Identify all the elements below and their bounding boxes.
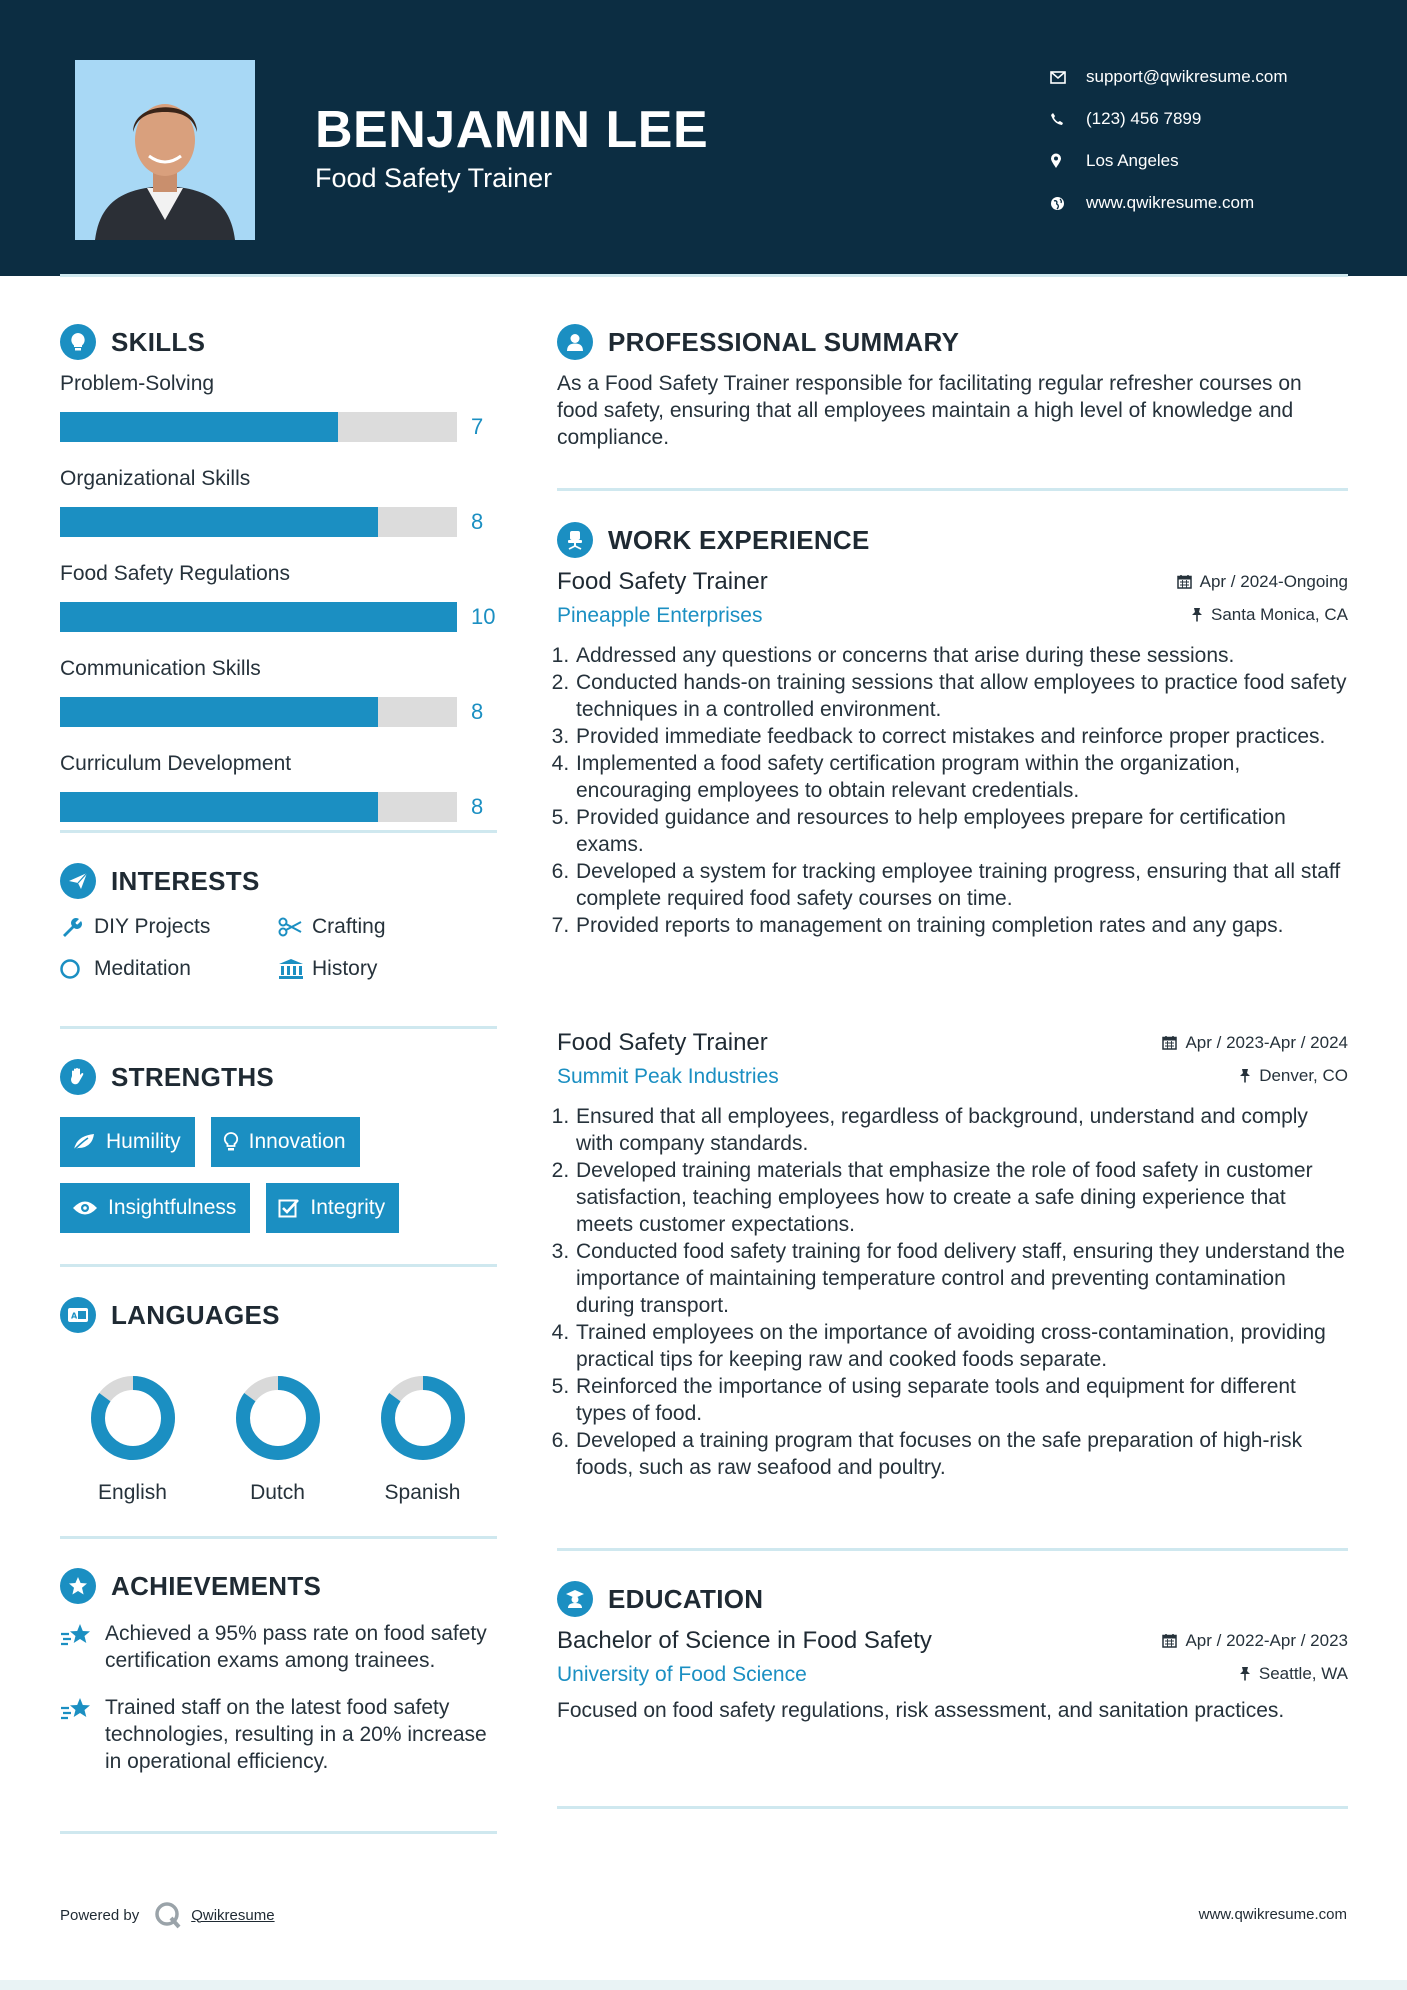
skill-bar [60,792,457,822]
job-dates [1162,1033,1348,1053]
duty-item: 6. Developed a system for tracking employee training progress, ensuring that all staff complete required food safety courses on time. [575,858,1348,912]
skill-item [60,657,497,742]
strength-chip [211,1117,360,1167]
contact-website[interactable] [1050,182,1288,224]
resume-header [0,0,1407,276]
calendar-icon [1162,1035,1177,1050]
skill-bar [60,412,457,442]
job-location-text: Denver, CO [1259,1065,1348,1085]
contact-list [1050,56,1288,224]
skill-bar-fill [60,697,378,727]
education-header [557,1579,1348,1619]
office-chair-icon [557,522,593,558]
language-name: Spanish [384,1481,461,1504]
strengths-title: STRENGTHS [111,1061,275,1092]
duty-item: 4. Implemented a food safety certification program within the organization, encouraging employees to obtain relevant credentials. [575,750,1348,804]
raised-hand-icon [60,1059,96,1095]
skill-bar-fill [60,507,378,537]
qwikresume-link[interactable]: Qwikresume [191,1906,275,1924]
strengths-divider [60,1264,497,1267]
achievements-section [60,1566,497,1775]
interest-item [60,957,278,981]
skills-divider [60,830,497,833]
job-dates-text: Apr / 2023-Apr / 2024 [1185,1032,1348,1052]
duty-item: 2. Developed training materials that emphasize the role of food safety in customer satisfaction, teaching employees how to create a safe dining experience that meets customer expectations. [575,1157,1348,1238]
calendar-icon [1162,1633,1177,1648]
job-title: Food Safety Trainer [557,568,768,595]
job-dates-text: Apr / 2024-Ongoing [1199,571,1348,591]
interest-item [60,915,278,939]
skill-value: 7 [471,414,484,439]
skill-item [60,467,497,552]
education-section [557,1579,1348,1724]
globe-icon [1050,196,1086,211]
svg-text:A: A [71,1311,78,1321]
qwikresume-logo-icon [153,1900,183,1930]
skills-header [60,322,497,362]
shooting-star-icon [60,1620,105,1674]
circle-icon [60,958,94,980]
candidate-name: BENJAMIN LEE [315,101,709,159]
company-name: Pineapple Enterprises [557,604,763,627]
skill-bar [60,602,457,632]
summary-title: PROFESSIONAL SUMMARY [608,326,960,357]
language-item [60,1373,205,1505]
skill-item [60,372,497,457]
skill-bar-fill [60,792,378,822]
interest-label: Meditation [94,957,191,980]
duty-item: 4. Trained employees on the importance of avoiding cross-contamination, providing practical tips for keeping raw and cooked foods separate. [575,1319,1348,1373]
duty-item: 2. Conducted hands-on training sessions that allow employees to practice food safety techniques in a controlled environment. [575,669,1348,723]
interest-label: Crafting [312,915,386,938]
contact-location [1050,140,1288,182]
graduate-icon [557,1581,593,1617]
degree-name: Bachelor of Science in Food Safety [557,1627,932,1654]
skill-bar [60,507,457,537]
phone-icon [1050,112,1086,126]
summary-header [557,322,1348,362]
lightbulb-icon [60,324,96,360]
contact-location-text: Los Angeles [1086,151,1179,170]
achievement-text: Trained staff on the latest food safety technologies, resulting in a 20% increase in operational efficiency. [105,1696,487,1773]
duty-item: 3. Conducted food safety training for food delivery staff, ensuring they understand the importance of maintaining temperature control and preventing contamination during transport. [575,1238,1348,1319]
language-name: Dutch [250,1481,305,1504]
achievements-header [60,1566,497,1606]
interests-header [60,861,497,901]
pushpin-icon [1239,1068,1251,1083]
leaf-icon [72,1132,96,1152]
calendar-icon [1177,574,1192,589]
strength-chip [60,1117,195,1167]
skills-list [60,372,497,837]
experience-divider [557,1548,1348,1551]
envelope-icon [1050,71,1086,84]
languages-list [60,1373,497,1505]
strengths-section [60,1057,497,1233]
education-title: EDUCATION [608,1583,764,1614]
company-name: Summit Peak Industries [557,1065,779,1088]
skill-value: 8 [471,699,484,724]
checkbox-icon [278,1197,300,1219]
wrench-icon [60,916,94,938]
job-dates [1177,572,1348,592]
job-location [1239,1066,1348,1086]
duty-item: 6. Developed a training program that focuses on the safe preparation of high-risk foods, such as raw seafood and poultry. [575,1427,1348,1481]
pushpin-icon [1239,1666,1251,1681]
summary-text: As a Food Safety Trainer responsible for facilitating regular refresher courses on food safety, ensuring that all employees maintain a high level of knowledge and compliance. [557,372,1302,449]
footer-website[interactable]: www.qwikresume.com [1198,1906,1347,1923]
scissors-icon [278,917,312,937]
skill-bar [60,697,457,727]
achievements-title: ACHIEVEMENTS [111,1570,322,1601]
duty-item: 1. Ensured that all employees, regardless of background, understand and comply with company standards. [575,1103,1348,1157]
lightbulb-outline-icon [223,1131,239,1153]
duty-item: 5. Reinforced the importance of using separate tools and equipment for different types of food. [575,1373,1348,1427]
skills-title: SKILLS [111,326,206,357]
skill-value: 10 [471,604,496,629]
strength-label: Humility [106,1130,181,1153]
paper-plane-icon [60,863,96,899]
language-item [350,1373,495,1505]
summary-section [557,322,1348,451]
experience-section [557,520,1348,939]
skills-section [60,322,497,837]
job-title: Food Safety Trainer [557,1029,768,1056]
job-location [1191,605,1348,625]
interest-item [278,957,496,981]
duty-item: 3. Provided immediate feedback to correct mistakes and reinforce proper practices. [575,723,1348,750]
experience-title: WORK EXPERIENCE [608,524,870,555]
strengths-header [60,1057,497,1097]
interest-item [278,915,496,939]
summary-divider [557,488,1348,491]
job-entry [557,1029,1348,1481]
candidate-title: Food Safety Trainer [315,163,553,193]
powered-by-label: Powered by [60,1906,140,1924]
education-description: Focused on food safety regulations, risk assessment, and sanitation practices. [557,1699,1285,1722]
achievement-item [60,1620,497,1674]
skill-name: Organizational Skills [60,467,251,490]
language-item [205,1373,350,1505]
education-location-text: Seattle, WA [1258,1663,1348,1683]
eye-icon [72,1199,98,1217]
language-card-icon [60,1297,96,1333]
strength-chip [266,1183,399,1233]
languages-divider [60,1536,497,1539]
interest-label: DIY Projects [94,915,211,938]
education-dates [1162,1631,1348,1651]
school-name: University of Food Science [557,1663,807,1686]
interests-list [60,915,497,981]
skill-bar-fill [60,602,457,632]
job-entry [557,568,1348,939]
profile-photo-illustration [75,60,255,240]
contact-website-text: www.qwikresume.com [1086,193,1255,212]
job-location-text: Santa Monica, CA [1210,604,1348,624]
language-donut [378,1373,468,1463]
bottom-bar [0,1980,1407,1990]
education-location [1239,1664,1348,1684]
skill-name: Communication Skills [60,657,261,680]
powered-by [60,1900,275,1930]
education-divider [557,1806,1348,1809]
pushpin-icon [1191,607,1203,622]
star-badge-icon [60,1568,96,1604]
skill-name: Food Safety Regulations [60,562,290,585]
strengths-list [60,1117,480,1233]
achievement-item [60,1694,497,1775]
map-pin-icon [1050,153,1086,169]
skill-bar-fill [60,412,338,442]
languages-title: LANGUAGES [111,1299,280,1330]
interests-section [60,861,497,981]
museum-icon [278,958,312,980]
languages-section [60,1295,497,1505]
job-duties [557,1103,1348,1481]
duty-item: 1. Addressed any questions or concerns that arise during these sessions. [575,642,1348,669]
contact-phone-text: (123) 456 7899 [1086,109,1202,128]
language-name: English [98,1481,167,1504]
strength-label: Innovation [248,1130,346,1153]
shooting-star-icon [60,1694,105,1775]
job-duties [557,642,1348,939]
user-icon [557,324,593,360]
language-donut [88,1373,178,1463]
contact-phone[interactable] [1050,98,1288,140]
duty-item: 5. Provided guidance and resources to help employees prepare for certification exams. [575,804,1348,858]
strength-chip [60,1183,250,1233]
languages-header [60,1295,497,1335]
experience-header [557,520,1348,560]
skill-name: Curriculum Development [60,752,292,775]
header-divider [60,274,1348,277]
duty-item: 7. Provided reports to management on training completion rates and any gaps. [575,912,1348,939]
interests-title: INTERESTS [111,865,260,896]
profile-photo [75,60,255,240]
skill-name: Problem-Solving [60,372,215,395]
skill-value: 8 [471,794,484,819]
skill-item [60,562,497,647]
contact-email-text: support@qwikresume.com [1086,67,1288,86]
strength-label: Insightfulness [108,1196,237,1219]
interests-divider [60,1026,497,1029]
strength-label: Integrity [310,1196,386,1219]
contact-email[interactable] [1050,56,1288,98]
achievements-divider [60,1831,497,1834]
interest-label: History [312,957,378,980]
education-dates-text: Apr / 2022-Apr / 2023 [1185,1630,1348,1650]
achievement-text: Achieved a 95% pass rate on food safety certification exams among trainees. [105,1622,487,1672]
skill-item [60,752,497,837]
skill-value: 8 [471,509,484,534]
language-donut [233,1373,323,1463]
